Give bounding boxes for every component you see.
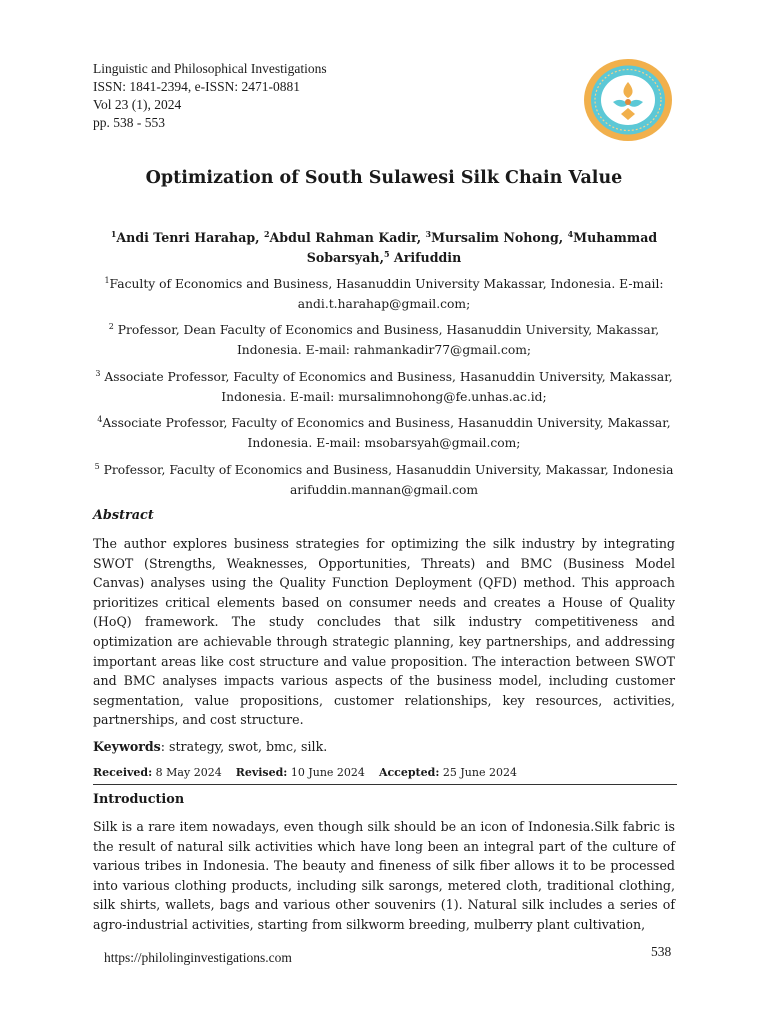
author-affiliation-marker: 1: [110, 228, 117, 239]
keywords-value: : strategy, swot, bmc, silk.: [160, 739, 328, 754]
received-label: Received:: [93, 766, 153, 779]
affiliation-text: Professor, Faculty of Economics and Business, Hasanuddin University, Makassar, Indonesia arifuddin.mannan@gmail.com: [99, 463, 674, 497]
affiliation-1: [93, 275, 675, 314]
affiliation-text: Associate Professor, Faculty of Economics and Business, Hasanuddin University, Makassar, Indonesia. E-mail: msobarsyah@gmail.com;: [102, 416, 671, 450]
paper-title: Optimization of South Sulawesi Silk Chain Value: [145, 168, 623, 188]
author-name: Arifuddin: [389, 250, 462, 265]
affiliation-5: [93, 461, 675, 500]
affiliation-marker: 4: [97, 414, 103, 424]
author-affiliation-marker: 3: [425, 228, 432, 239]
page-number: 538: [651, 944, 672, 959]
affiliation-text: Professor, Dean Faculty of Economics and Business, Hasanuddin University, Makassar, Indonesia. E-mail: rahmankadir77@gmail.com;: [113, 323, 660, 357]
affiliation-text: Associate Professor, Faculty of Economics and Business, Hasanuddin University, Makassar, Indonesia. E-mail: mursalimnohong@fe.unhas.ac.id;: [100, 370, 673, 404]
revised-label: Revised:: [235, 766, 288, 779]
introduction-heading: Introduction: [93, 792, 185, 807]
journal-pages: pp. 538 - 553: [93, 115, 165, 130]
author-name: Abdul Rahman Kadir,: [269, 230, 426, 245]
journal-volume: Vol 23 (1), 2024: [93, 97, 182, 112]
affiliation-2: [93, 321, 675, 360]
keywords-line: [93, 739, 327, 754]
introduction-body: Silk is a rare item nowadays, even though silk should be an icon of Indonesia.Silk fabric is the result of natural silk activities which have long been an integral part of the culture of various tribes in Indonesia. The beauty and fineness of silk fiber allows it to be processed into various clothing products, including silk sarongs, metered cloth, traditional clothing, silk shirts, wallets, bags and various other souvenirs (1). Natural silk includes a series of agro-industrial activities, starting from silkworm breeding, mulberry plant cultivation,: [93, 819, 675, 932]
revised-date: 10 June 2024: [287, 766, 365, 779]
journal-issn: ISSN: 1841-2394, e-ISSN: 2471-0881: [93, 79, 301, 94]
affiliation-text: Faculty of Economics and Business, Hasanuddin University Makassar, Indonesia. E-mail: andi.t.harahap@gmail.com;: [109, 277, 664, 311]
author-affiliation-marker: 2: [263, 228, 270, 239]
author-list: [93, 228, 675, 268]
accepted-label: Accepted:: [378, 766, 440, 779]
affiliation-marker: 3: [95, 368, 101, 378]
affiliation-4: [93, 414, 675, 453]
abstract-heading: Abstract: [93, 508, 154, 523]
affiliation-marker: 5: [94, 461, 100, 471]
affiliation-marker: 2: [108, 321, 114, 331]
journal-emblem-icon: [583, 58, 673, 142]
submission-dates: [93, 766, 517, 779]
author-name: Muhammad Sobarsyah,: [306, 230, 658, 265]
received-date: 8 May 2024: [152, 766, 222, 779]
affiliation-marker: 1: [104, 275, 110, 285]
keywords-label: Keywords: [93, 739, 161, 754]
abstract-body: The author explores business strategies for optimizing the silk industry by integrating SWOT (Strengths, Weaknesses, Opportunities, Threats) and BMC (Business Model Canvas) analyses using the Quality Function Deployment (QFD) method. This approach prioritizes critical elements based on consumer needs and creates a House of Quality (HoQ) framework. The study concludes that silk industry competitiveness and optimization are achievable through strategic planning, key partnerships, and addressing important areas like cost structure and value proposition. The interaction between SWOT and BMC analyses impacts various aspects of the business model, including customer segmentation, value propositions, customer relationships, key resources, activities, partnerships, and cost structure.: [93, 536, 675, 728]
journal-name: Linguistic and Philosophical Investigations: [93, 61, 327, 76]
accepted-date: 25 June 2024: [439, 766, 517, 779]
author-affiliation-marker: 5: [383, 248, 390, 259]
journal-header: [93, 60, 327, 132]
affiliation-3: [93, 368, 675, 407]
footer-url[interactable]: https://philolinginvestigations.com: [104, 950, 292, 965]
author-name: Mursalim Nohong,: [431, 230, 568, 245]
author-name: Andi Tenri Harahap,: [116, 230, 264, 245]
section-divider: [93, 784, 677, 785]
author-affiliation-marker: 4: [567, 228, 574, 239]
